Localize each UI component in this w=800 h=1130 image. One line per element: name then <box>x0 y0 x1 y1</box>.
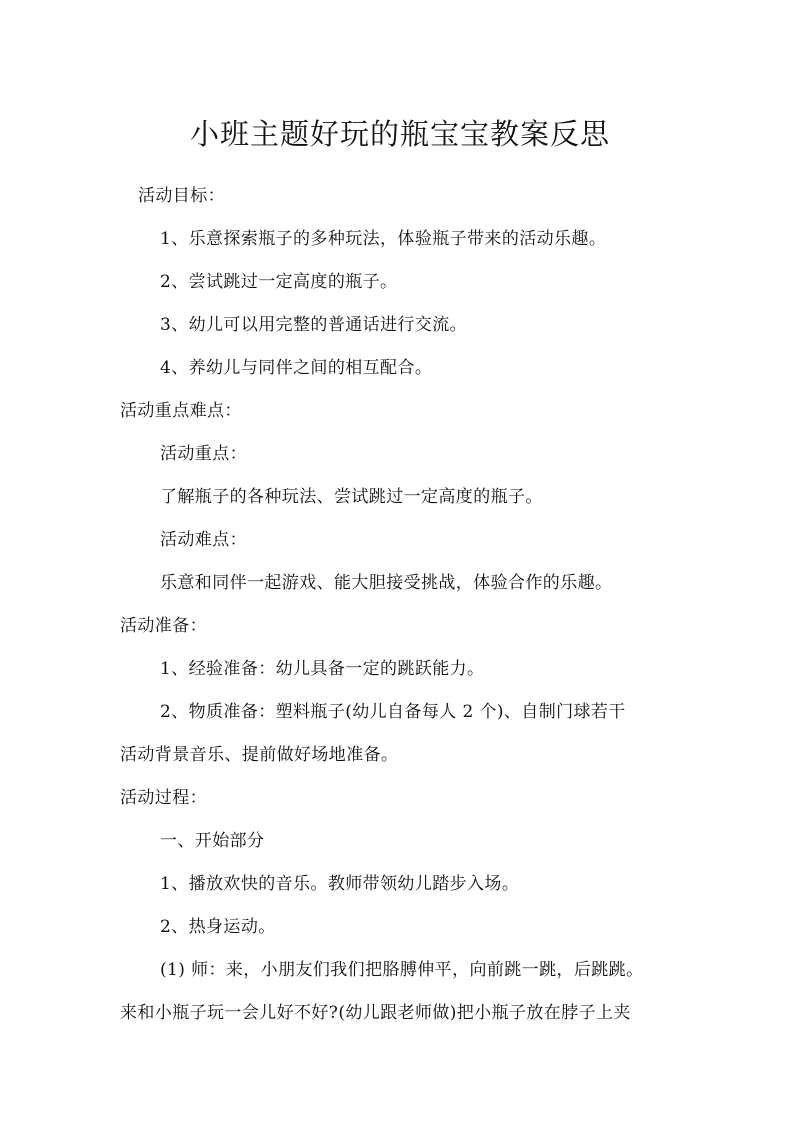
subheading-difficulties: 活动难点： <box>160 530 247 550</box>
section-heading-process: 活动过程： <box>120 788 207 808</box>
process-step-2-1: (1) 师：来，小朋友们我们把胳膊伸平，向前跳一跳，后跳跳。 <box>160 960 644 980</box>
process-step-1: 1、播放欢快的音乐。教师带领幼儿踏步入场。 <box>160 874 520 894</box>
process-step-2-1-continuation: 来和小瓶子玩一会儿好不好?(幼儿跟老师做)把小瓶子放在脖子上夹 <box>120 1003 631 1023</box>
document-title: 小班主题好玩的瓶宝宝教案反思 <box>189 117 610 151</box>
preparation-item-1: 1、经验准备：幼儿具备一定的跳跃能力。 <box>160 659 485 679</box>
section-heading-preparation: 活动准备： <box>120 616 207 636</box>
key-points-text: 了解瓶子的各种玩法、尝试跳过一定高度的瓶子。 <box>160 487 543 507</box>
process-step-2: 2、热身运动。 <box>160 917 276 937</box>
section-heading-activity-goals: 活动目标： <box>138 186 225 206</box>
goal-item-3: 3、幼儿可以用完整的普通话进行交流。 <box>160 315 468 335</box>
goal-item-4: 4、养幼儿与同伴之间的相互配合。 <box>160 358 433 378</box>
process-part-1-heading: 一、开始部分 <box>160 831 265 851</box>
subheading-key-points: 活动重点： <box>160 444 247 464</box>
difficulties-text: 乐意和同伴一起游戏、能大胆接受挑战，体验合作的乐趣。 <box>160 573 613 593</box>
goal-item-2: 2、尝试跳过一定高度的瓶子。 <box>160 272 398 292</box>
section-heading-key-difficulties: 活动重点难点： <box>120 401 242 421</box>
preparation-item-2: 2、物质准备：塑料瓶子(幼儿自备每人 2 个)、自制门球若干 <box>160 702 626 722</box>
goal-item-1: 1、乐意探索瓶子的多种玩法，体验瓶子带来的活动乐趣。 <box>160 229 607 249</box>
preparation-item-2-continuation: 活动背景音乐、提前做好场地准备。 <box>120 745 399 765</box>
